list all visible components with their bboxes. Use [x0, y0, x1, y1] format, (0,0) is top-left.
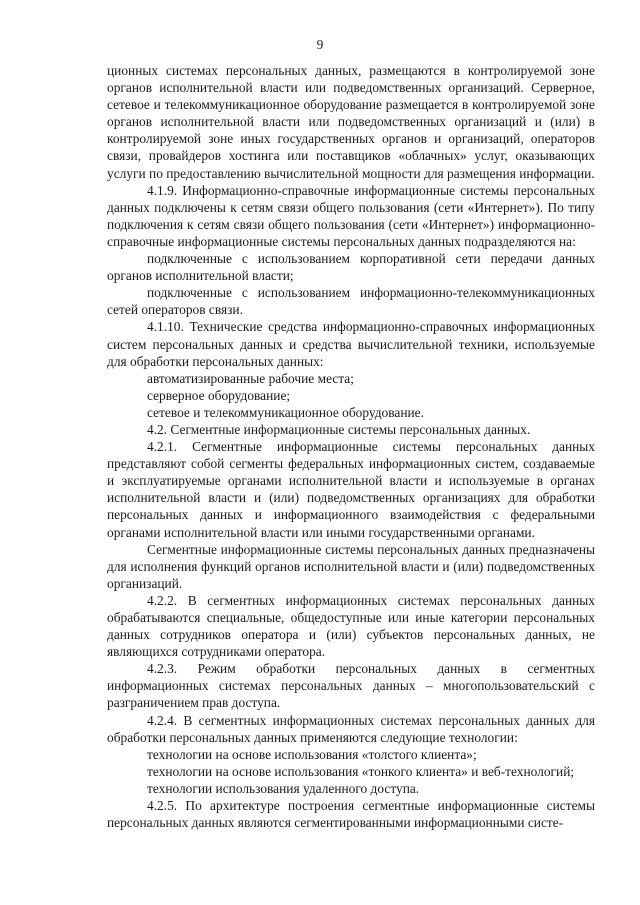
paragraph-purpose: Сегментные информационные системы персональных данных предназначены для исполнения функций органов исполнительной власти и (или) подведомственных организаций.: [107, 541, 595, 591]
paragraph-corporate-network: подключенные с использованием корпоративной сети передачи данных органов исполнительной власти;: [107, 251, 595, 284]
paragraph-4-2-2: 4.2.2. В сегментных информационных системах персональных данных обрабатываются специальные, общедоступные или иные категории персональных данных сотрудников оператора и (или) субъектов персональных данных, не являющихся сотрудниками оператора.: [107, 592, 595, 660]
paragraph-4-2-4: 4.2.4. В сегментных информационных системах персональных данных для обработки персональных данных применяются следующие технологии:: [107, 712, 595, 745]
list-item-workstations: автоматизированные рабочие места;: [147, 370, 354, 386]
paragraph-4-2-5: 4.2.5. По архитектуре построения сегментные информационные системы персональных данных являются сегментированными информационными систе-: [107, 798, 595, 831]
document-body: [107, 62, 595, 831]
paragraph-4-2-3: 4.2.3. Режим обработки персональных данных в сегментных информационных системах персональных данных – многопользовательский с разграничением прав доступа.: [107, 661, 595, 711]
paragraph-operator-networks: подключенные с использованием информационно-телекоммуникационных сетей операторов связи.: [107, 285, 595, 318]
list-item-servers: серверное оборудование;: [147, 387, 291, 403]
list-item-thin-client: технологии на основе использования «тонкого клиента» и веб-технологий;: [147, 763, 575, 779]
paragraph-4-2-1: 4.2.1. Сегментные информационные системы персональных данных представляют собой сегменты федеральных информационных систем, создаваемые и эксплуатируемые органами исполнительной власти и используемые в органах исполнительной власти и (или) подведомственных организациях для обработки персональных данных и информационного взаимодействия с федеральными органами исполнительной власти или иными государственными органами.: [107, 439, 595, 540]
page-number: 9: [316, 37, 324, 52]
list-item-thick-client: технологии на основе использования «толстого клиента»;: [147, 746, 477, 762]
paragraph-4-2: 4.2. Сегментные информационные системы персональных данных.: [147, 421, 531, 437]
paragraph-4-1-9: 4.1.9. Информационно-справочные информационные системы персональных данных подключены к сетям связи общего пользования (сети «Интернет»). По типу подключения к сетям связи общего пользования (сети «Интернет») информационно-справочные информационные системы персональных данных подразделяются на:: [107, 182, 595, 249]
list-item-network-equipment: сетевое и телекоммуникационное оборудование.: [147, 404, 424, 420]
paragraph-4-1-10: 4.1.10. Технические средства информационно-справочных информационных систем персональных данных и средства вычислительной техники, используемые для обработки персональных данных:: [107, 319, 595, 369]
list-item-remote-access: технологии использования удаленного доступа.: [147, 780, 420, 796]
paragraph-continuation: ционных системах персональных данных, размещаются в контролируемой зоне органов исполнительной власти или подведомственных организаций. Серверное, сетевое и телекоммуникационное оборудование размещается в контролируемой зоне органов исполнительной власти или подведомственных организаций и (или) в контролируемой зоне иных государственных органов и организаций, операторов связи, провайдеров хостинга или поставщиков «облачных» услуг, оказывающих услуги по предоставлению вычислительной мощности для размещения информации.: [107, 63, 595, 181]
